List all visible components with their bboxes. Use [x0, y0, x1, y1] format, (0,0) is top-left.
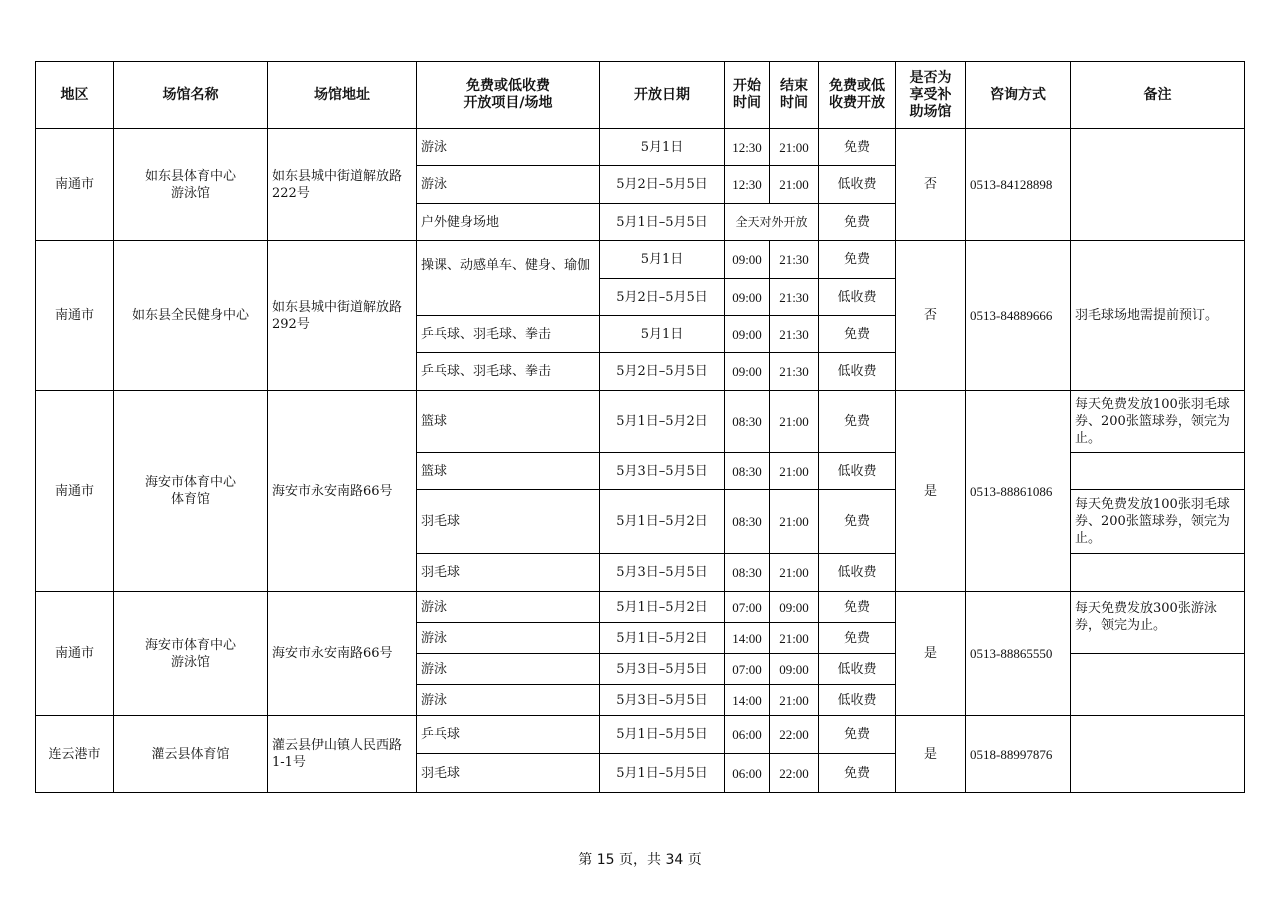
date-cell: 5月3日–5月5日 — [600, 453, 725, 490]
venue-address-cell: 海安市永安南路66号 — [268, 592, 417, 716]
date-cell: 5月1日–5月2日 — [600, 592, 725, 623]
end-time-cell: 22:00 — [770, 716, 819, 754]
notes-cell: 羽毛球场地需提前预订。 — [1071, 241, 1245, 391]
item-cell: 篮球 — [417, 391, 600, 453]
date-cell: 5月1日–5月5日 — [600, 204, 725, 241]
date-cell: 5月3日–5月5日 — [600, 654, 725, 685]
item-cell: 羽毛球 — [417, 554, 600, 592]
end-time-cell: 21:00 — [770, 453, 819, 490]
start-time-cell: 09:00 — [725, 241, 770, 279]
start-time-cell: 06:00 — [725, 754, 770, 793]
start-time-cell: 07:00 — [725, 654, 770, 685]
table-header-row — [36, 62, 1245, 129]
region-cell: 南通市 — [36, 241, 114, 391]
end-time-cell: 21:30 — [770, 353, 819, 391]
item-cell: 操课、动感单车、健身、瑜伽 — [417, 241, 600, 316]
item-cell: 游泳 — [417, 685, 600, 716]
fee-cell: 低收费 — [819, 453, 896, 490]
end-time-cell: 21:00 — [770, 554, 819, 592]
contact-cell: 0513-88865550 — [966, 592, 1071, 716]
table-row — [36, 716, 1245, 754]
fee-cell: 免费 — [819, 623, 896, 654]
fee-cell: 低收费 — [819, 166, 896, 204]
venue-table — [35, 61, 1245, 793]
fee-cell: 免费 — [819, 129, 896, 166]
fee-cell: 免费 — [819, 316, 896, 353]
item-cell: 羽毛球 — [417, 754, 600, 793]
notes-cell — [1071, 453, 1245, 490]
table-row — [36, 241, 1245, 279]
end-time-cell: 21:30 — [770, 279, 819, 316]
venue-address-cell: 灌云县伊山镇人民西路1-1号 — [268, 716, 417, 793]
fee-cell: 免费 — [819, 391, 896, 453]
item-cell: 羽毛球 — [417, 490, 600, 554]
header-region: 地区 — [36, 62, 114, 129]
start-time-cell: 08:30 — [725, 453, 770, 490]
start-time-cell: 14:00 — [725, 685, 770, 716]
date-cell: 5月2日–5月5日 — [600, 166, 725, 204]
start-time-cell: 09:00 — [725, 316, 770, 353]
fee-cell: 免费 — [819, 754, 896, 793]
header-venue-address: 场馆地址 — [268, 62, 417, 129]
item-cell: 篮球 — [417, 453, 600, 490]
date-cell: 5月3日–5月5日 — [600, 685, 725, 716]
item-cell: 游泳 — [417, 592, 600, 623]
date-cell: 5月1日–5月5日 — [600, 754, 725, 793]
fee-cell: 免费 — [819, 716, 896, 754]
item-cell: 乒乓球、羽毛球、拳击 — [417, 353, 600, 391]
item-cell: 游泳 — [417, 654, 600, 685]
region-cell: 南通市 — [36, 129, 114, 241]
venue-name-cell: 海安市体育中心 游泳馆 — [114, 592, 268, 716]
table-row — [36, 391, 1245, 453]
header-open-items: 免费或低收费 开放项目/场地 — [417, 62, 600, 129]
header-start-time: 开始 时间 — [725, 62, 770, 129]
end-time-cell: 21:00 — [770, 391, 819, 453]
item-cell: 乒乓球、羽毛球、拳击 — [417, 316, 600, 353]
date-cell: 5月1日–5月2日 — [600, 490, 725, 554]
table-row — [36, 592, 1245, 623]
start-time-cell: 07:00 — [725, 592, 770, 623]
notes-cell — [1071, 716, 1245, 793]
venue-name-cell: 海安市体育中心 体育馆 — [114, 391, 268, 592]
item-cell: 游泳 — [417, 623, 600, 654]
start-time-cell: 08:30 — [725, 490, 770, 554]
end-time-cell: 21:00 — [770, 685, 819, 716]
notes-cell: 每天免费发放300张游泳券，领完为止。 — [1071, 592, 1245, 654]
date-cell: 5月1日 — [600, 129, 725, 166]
fee-cell: 免费 — [819, 204, 896, 241]
fee-cell: 免费 — [819, 241, 896, 279]
header-end-time: 结束 时间 — [770, 62, 819, 129]
start-time-cell: 09:00 — [725, 279, 770, 316]
end-time-cell: 21:30 — [770, 316, 819, 353]
fee-cell: 低收费 — [819, 279, 896, 316]
all-day-open-cell: 全天对外开放 — [725, 204, 819, 241]
item-cell: 游泳 — [417, 129, 600, 166]
venue-address-cell: 如东县城中街道解放路292号 — [268, 241, 417, 391]
subsidy-cell: 否 — [896, 241, 966, 391]
contact-cell: 0513-88861086 — [966, 391, 1071, 592]
date-cell: 5月2日–5月5日 — [600, 353, 725, 391]
start-time-cell: 14:00 — [725, 623, 770, 654]
venue-name-cell: 灌云县体育馆 — [114, 716, 268, 793]
notes-cell: 每天免费发放100张羽毛球券、200张篮球券，领完为止。 — [1071, 391, 1245, 453]
subsidy-cell: 是 — [896, 716, 966, 793]
fee-cell: 低收费 — [819, 654, 896, 685]
end-time-cell: 21:00 — [770, 623, 819, 654]
end-time-cell: 21:00 — [770, 129, 819, 166]
contact-cell: 0513-84889666 — [966, 241, 1071, 391]
date-cell: 5月3日–5月5日 — [600, 554, 725, 592]
start-time-cell: 12:30 — [725, 129, 770, 166]
fee-cell: 免费 — [819, 490, 896, 554]
start-time-cell: 08:30 — [725, 391, 770, 453]
subsidy-cell: 是 — [896, 592, 966, 716]
date-cell: 5月1日 — [600, 316, 725, 353]
notes-cell — [1071, 654, 1245, 716]
header-venue-name: 场馆名称 — [114, 62, 268, 129]
fee-cell: 低收费 — [819, 685, 896, 716]
end-time-cell: 21:00 — [770, 490, 819, 554]
end-time-cell: 21:30 — [770, 241, 819, 279]
date-cell: 5月1日–5月2日 — [600, 623, 725, 654]
venue-address-cell: 如东县城中街道解放路222号 — [268, 129, 417, 241]
region-cell: 南通市 — [36, 592, 114, 716]
date-cell: 5月1日 — [600, 241, 725, 279]
venue-name-cell: 如东县全民健身中心 — [114, 241, 268, 391]
notes-cell: 每天免费发放100张羽毛球券、200张篮球券，领完为止。 — [1071, 490, 1245, 554]
end-time-cell: 21:00 — [770, 166, 819, 204]
header-open-date: 开放日期 — [600, 62, 725, 129]
subsidy-cell: 是 — [896, 391, 966, 592]
region-cell: 南通市 — [36, 391, 114, 592]
start-time-cell: 08:30 — [725, 554, 770, 592]
subsidy-cell: 否 — [896, 129, 966, 241]
header-subsidy: 是否为 享受补 助场馆 — [896, 62, 966, 129]
notes-cell — [1071, 129, 1245, 241]
venue-name-cell: 如东县体育中心 游泳馆 — [114, 129, 268, 241]
fee-cell: 低收费 — [819, 554, 896, 592]
table-row — [36, 129, 1245, 166]
item-cell: 户外健身场地 — [417, 204, 600, 241]
date-cell: 5月1日–5月2日 — [600, 391, 725, 453]
item-cell: 游泳 — [417, 166, 600, 204]
contact-cell: 0513-84128898 — [966, 129, 1071, 241]
date-cell: 5月1日–5月5日 — [600, 716, 725, 754]
page-footer: 第 15 页，共 34 页 — [578, 852, 702, 868]
header-contact: 咨询方式 — [966, 62, 1071, 129]
notes-cell — [1071, 554, 1245, 592]
end-time-cell: 22:00 — [770, 754, 819, 793]
end-time-cell: 09:00 — [770, 592, 819, 623]
start-time-cell: 12:30 — [725, 166, 770, 204]
contact-cell: 0518-88997876 — [966, 716, 1071, 793]
venue-address-cell: 海安市永安南路66号 — [268, 391, 417, 592]
start-time-cell: 09:00 — [725, 353, 770, 391]
header-notes: 备注 — [1071, 62, 1245, 129]
item-cell: 乒乓球 — [417, 716, 600, 754]
region-cell: 连云港市 — [36, 716, 114, 793]
date-cell: 5月2日–5月5日 — [600, 279, 725, 316]
header-fee-type: 免费或低 收费开放 — [819, 62, 896, 129]
end-time-cell: 09:00 — [770, 654, 819, 685]
start-time-cell: 06:00 — [725, 716, 770, 754]
fee-cell: 低收费 — [819, 353, 896, 391]
fee-cell: 免费 — [819, 592, 896, 623]
